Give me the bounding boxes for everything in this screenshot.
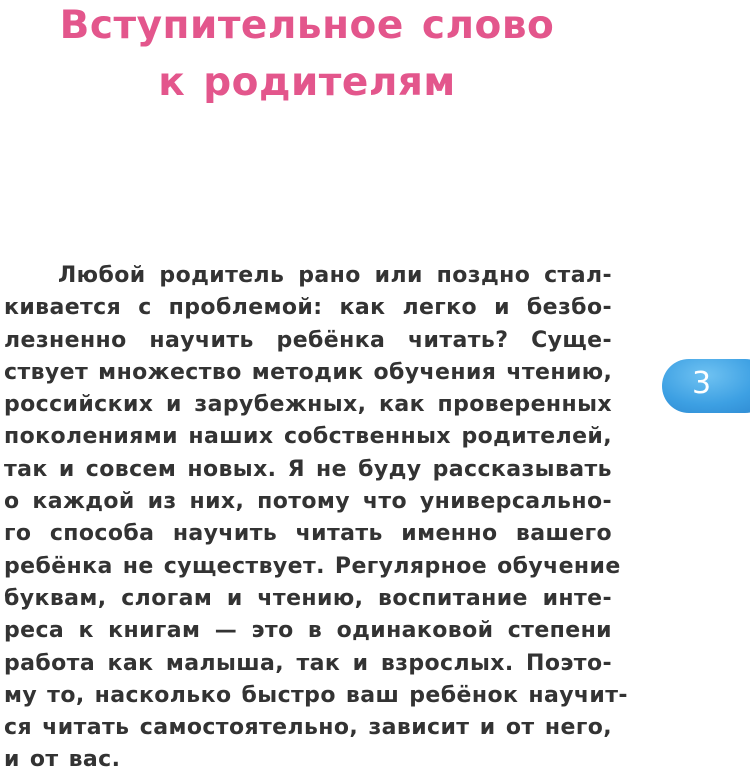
paragraph-line: реса к книгам — это в одинаковой степени bbox=[4, 618, 612, 644]
paragraph-line: ся читать самостоятельно, зависит и от него, bbox=[4, 715, 612, 741]
paragraph-line: кивается с проблемой: как легко и безбо- bbox=[4, 295, 612, 321]
title-line-1: Вступительное слово bbox=[59, 3, 555, 48]
intro-paragraph bbox=[4, 260, 628, 777]
page-title bbox=[0, 0, 614, 111]
title-line-2: к родителям bbox=[158, 60, 456, 105]
paragraph-line: поколениями наших собственных родителей, bbox=[4, 424, 612, 450]
paragraph-line: работа как малыша, так и взрослых. Поэто- bbox=[4, 650, 612, 676]
paragraph-line: му то, насколько быстро ваш ребёнок научит- bbox=[4, 682, 628, 708]
paragraph-line: так и совсем новых. Я не буду рассказывать bbox=[4, 456, 612, 482]
paragraph-line: Любой родитель рано или поздно стал- bbox=[58, 263, 612, 288]
paragraph-line: о каждой из них, потому что универсально- bbox=[4, 489, 612, 515]
paragraph-line: буквам, слогам и чтению, воспитание инте- bbox=[4, 585, 612, 611]
paragraph-line: ребёнка не существует. Регулярное обучение bbox=[4, 553, 621, 579]
paragraph-line: российских и зарубежных, как проверенных bbox=[4, 392, 612, 418]
paragraph-line: лезненно научить ребёнка читать? Суще- bbox=[4, 327, 612, 353]
paragraph-line: и от вас. bbox=[4, 747, 121, 773]
paragraph-line: ствует множество методик обучения чтению, bbox=[4, 359, 613, 385]
paragraph-line: го способа научить читать именно вашего bbox=[4, 521, 612, 547]
page-number: 3 bbox=[692, 366, 712, 401]
